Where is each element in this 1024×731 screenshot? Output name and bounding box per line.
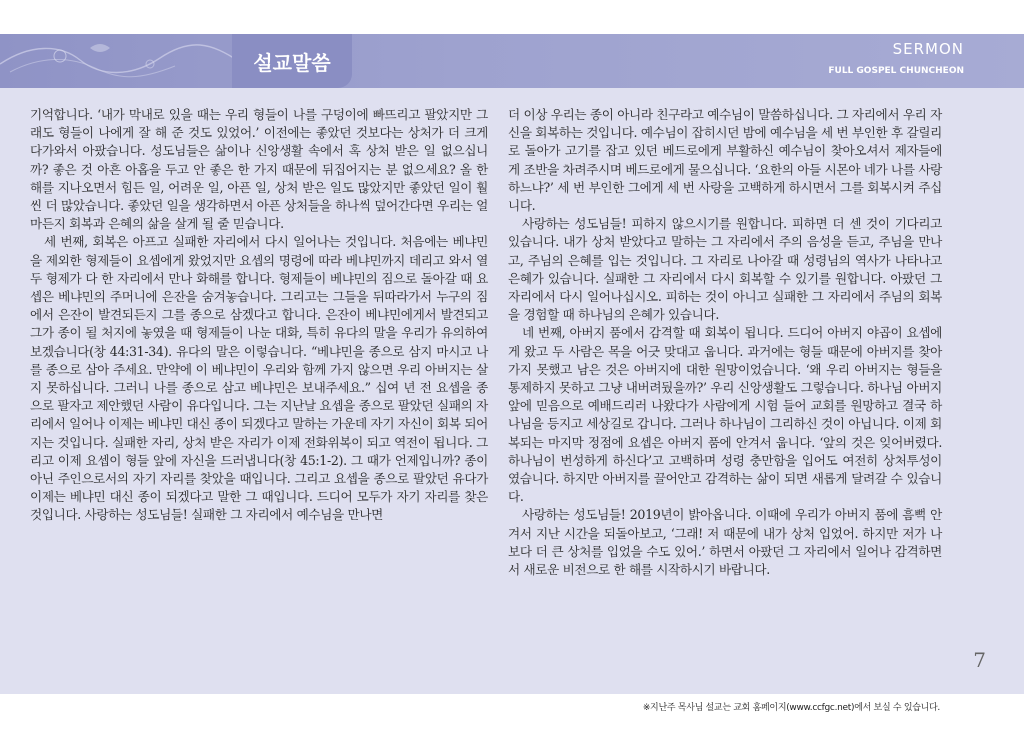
- paragraph: 기억합니다. ‘내가 막내로 있을 때는 우리 형들이 나를 구덩이에 빠뜨리고 팔았지만 그래도 형들이 나에게 잘 해 준 것도 있었어.’ 이전에는 좋았던 것보다는 상처가 더 크게 다가와서 아팠습니다. 성도님들은 삶이나 신앙생활 속에서 혹 상처 받은 일 없으십니까? 좋은 것 아흔 아홉을 두고 안 좋은 한 가지 때문에 뒤집어지는 분 없으세요? 올 한 해를 지나오면서 힘든 일, 어려운 일, 아픈 일, 상처 받은 일도 많았지만 좋았던 일이 훨씬 더 많았습니다. 좋았던 일을 생각하면서 아픈 상처들을 하나씩 덮어간다면 우리는 얼마든지 회복과 은혜의 삶을 살게 될 줄 믿습니다.: [30, 107, 488, 232]
- page-number: 7: [973, 648, 986, 672]
- church-name: FULL GOSPEL CHUNCHEON: [828, 66, 964, 76]
- right-column: [508, 106, 942, 579]
- paragraph: 네 번째, 아버지 품에서 감격할 때 회복이 됩니다. 드디어 아버지 야곱이 요셉에게 왔고 두 사람은 목을 어긋 맞대고 웁니다. 과거에는 형들 때문에 아버지를 찾아가지 못했고 남은 것은 아버지에 대한 원망이었습니다. ‘왜 우리 아버지는 형들을 통제하지 못하고 그냥 내버려뒀을까?’ 우리 신앙생활도 그렇습니다. 하나님 아버지 앞에 믿음으로 예배드리러 나왔다가 사람에게 시험 들어 교회를 원망하고 결국 하나님을 등지고 세상길로 갑니다. 그러나 하나님이 그리하신 것이 아닙니다. 이제 회복되는 마지막 정점에 요셉은 아버지 품에 안겨서 웁니다. ‘앞의 것은 잊어버렸다. 하나님이 번성하게 하신다’고 고백하며 성령 충만함을 입어도 여전히 상처투성이였습니다. 하지만 아버지를 끌어안고 감격하는 삶이 되면 새롭게 달려갈 수 있습니다.: [508, 325, 942, 505]
- left-column: [30, 106, 488, 525]
- paragraph: 세 번째, 회복은 아프고 실패한 자리에서 다시 일어나는 것입니다. 처음에는 베냐민을 제외한 형제들이 요셉에게 왔었지만 요셉의 명령에 따라 베냐민까지 데리고 와서 열 두 형제가 다 한 자리에서 만나 화해를 합니다. 형제들이 베냐민의 짐으로 돌아갈 때 요셉은 베냐민의 주머니에 은잔을 숨겨놓습니다. 그리고는 그들을 뒤따라가서 누구의 짐에서 은잔이 발견되든지 그를 종으로 삼겠다고 합니다. 은잔이 베냐민에게서 발견되고 그가 종이 될 처지에 놓였을 때 형제들이 나눈 대화, 특히 유다의 말을 우리가 유의하여 보겠습니다(창 44:31-34). 유다의 말은 이렇습니다. “베냐민을 종으로 삼지 마시고 나를 종으로 삼아 주세요. 만약에 이 베냐민이 우리와 함께 가지 않으면 우리 아버지는 살지 못하십니다. 그러니 나를 종으로 삼고 베냐민은 보내주세요.” 십여 년 전 요셉을 종으로 팔자고 제안했던 사람이 유다입니다. 그는 지난날 요셉을 종으로 팔았던 실패의 자리에서 일어나 이제는 베냐민 대신 종이 되겠다고 말하는 가운데 자기 자신이 회복 되어지는 것입니다. 실패한 자리, 상처 받은 자리가 이제 전화위복이 되고 역전이 됩니다. 그리고 이제 요셉이 형들 앞에 자신을 드러냅니다(창 45:1-2). 그 때가 언제입니까? 종이 아닌 주인으로서의 자기 자리를 찾았을 때입니다. 그리고 요셉을 종으로 팔았던 유다가 이제는 베냐민 대신 종이 되겠다고 말한 그 때입니다. 드디어 모두가 자기 자리를 찾은 것입니다. 사랑하는 성도님들! 실패한 그 자리에서 예수님을 만나면: [30, 234, 488, 523]
- header-band: [0, 34, 1024, 88]
- paragraph: 사랑하는 성도님들! 2019년이 밝아옵니다. 이때에 우리가 아버지 품에 흠뻑 안겨서 지난 시간을 되돌아보고, ‘그래! 저 때문에 내가 상처 입었어. 하지만 저가 나보다 더 큰 상처를 입었을 수도 있어.’ 하면서 아팠던 그 자리에서 일어나 감격하면서 새로운 비전으로 한 해를 시작하시기 바랍니다.: [508, 507, 942, 578]
- swirl-ornament-icon: [0, 34, 240, 88]
- paragraph: 더 이상 우리는 종이 아니라 친구라고 예수님이 말씀하십니다. 그 자리에서 우리 자신을 회복하는 것입니다. 예수님이 잡히시던 밤에 예수님을 세 번 부인한 후 갈릴리로 돌아가 고기를 잡고 있던 베드로에게 부활하신 예수님이 찾아오셔서 제자들에게 조반을 차려주시며 베드로에게 물으십니다. ‘요한의 아들 시몬아 네가 나를 사랑하느냐?’ 세 번 부인한 그에게 세 번 사랑을 고백하게 하시면서 그를 회복시켜 주십니다.: [508, 107, 942, 214]
- paragraph: 사랑하는 성도님들! 피하지 않으시기를 원합니다. 피하면 더 센 것이 기다리고 있습니다. 내가 상처 받았다고 말하는 그 자리에서 주의 음성을 듣고, 주님을 만나고, 주님의 은혜를 입는 것입니다. 그 자리로 나아갈 때 성령님의 역사가 나타나고 은혜가 있습니다. 실패한 그 자리에서 다시 회복할 수 있기를 원합니다. 아팠던 그 자리에서 다시 일어나십시오. 피하는 것이 아니고 실패한 그 자리에서 주님의 회복을 경험할 때 하나님의 은혜가 있습니다.: [508, 216, 942, 323]
- article-body: [0, 88, 1024, 694]
- page-title: 설교말씀: [232, 34, 352, 88]
- section-label: SERMON: [892, 40, 964, 58]
- footnote: ※지난주 목사님 설교는 교회 홈페이지(www.ccfgc.net)에서 보실 수 있습니다.: [642, 703, 940, 713]
